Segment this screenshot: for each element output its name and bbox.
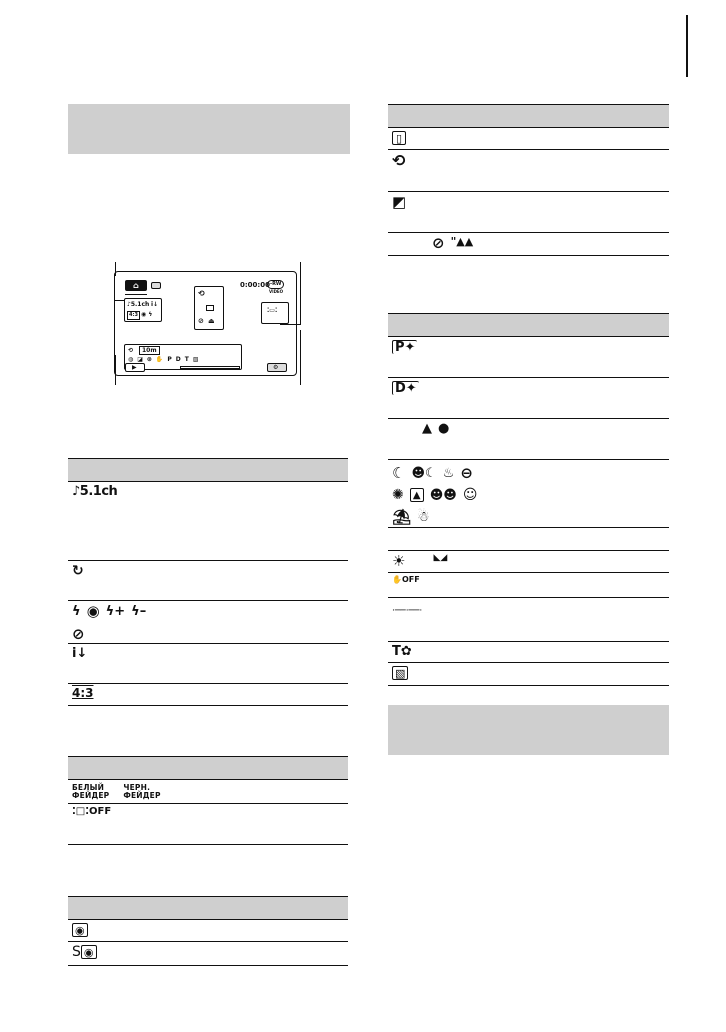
self-timer-icon: ↻ <box>72 563 84 579</box>
page-edge-rule <box>686 15 688 77</box>
landscape-icon: ▲ <box>410 488 424 502</box>
play-button <box>125 363 145 372</box>
leader-line <box>115 300 125 301</box>
spotlight-icon: ☺ <box>462 487 478 503</box>
audio-label: ♪5.1ch <box>127 301 150 308</box>
home-button <box>125 280 147 291</box>
exposure-bar-icon: ·──·──· <box>392 606 423 616</box>
timer-label: 10m <box>139 346 160 355</box>
memory-stick-icon: ◩ <box>392 193 407 211</box>
table-row <box>388 128 669 150</box>
table-row <box>388 150 669 192</box>
spot-prefix: S <box>72 944 81 960</box>
scene-icons-line-2 <box>392 485 669 505</box>
candle-icon: ♨ <box>442 465 455 481</box>
flash-off-icon: ⊘ <box>72 624 85 643</box>
white-fader-line2: ФЕЙДЕР <box>72 791 110 800</box>
sunrise-sunset-icon: ⊖ <box>460 463 473 482</box>
steady-shot-off-icon: ✋OFF <box>392 575 420 584</box>
digital-effect-icon: D✦ <box>392 381 419 395</box>
picture-effect-icon: P✦ <box>392 340 417 354</box>
no-record-icon: ⊘ <box>432 234 445 252</box>
mic-level: i↓ <box>151 301 159 308</box>
spot-meter-icon: ◣◢ <box>433 553 448 563</box>
flash-off-line <box>72 624 348 643</box>
eject-icon: ⏏ <box>208 317 215 325</box>
right-info-box <box>261 302 289 324</box>
flash-minus-icon: ϟ– <box>131 604 147 619</box>
leader-line <box>115 262 116 276</box>
table-row <box>388 460 669 528</box>
fader-off-icon: ⁚□⁚OFF <box>72 806 112 817</box>
table-row <box>388 528 669 551</box>
right-table-1 <box>388 104 669 256</box>
backlight-icon: ◉ <box>72 923 88 937</box>
black-fader-label <box>123 784 160 800</box>
table-row <box>388 573 669 598</box>
table-row <box>388 419 669 460</box>
portrait-icon: ☻☻ <box>429 487 457 503</box>
white-balance-icon: ☀ <box>392 552 406 570</box>
lcd-screen-diagram <box>114 271 297 376</box>
left-table-3 <box>68 896 348 966</box>
flash-plus-icon: ϟ+ <box>105 604 126 619</box>
left-info-box <box>124 298 162 322</box>
tele-macro-icon: T✿ <box>392 644 412 659</box>
leader-line <box>115 355 116 385</box>
white-fader-line1: БЕЛЫЙ <box>72 783 105 792</box>
table-header <box>388 313 669 337</box>
music-5-1ch-icon: ♪5.1ch <box>72 484 118 499</box>
table-row <box>388 642 669 663</box>
mic-level-low-icon: i↓ <box>72 646 88 661</box>
black-fader-line1: ЧЕРН. <box>123 783 151 792</box>
table-row <box>68 920 348 942</box>
flash-icons-line <box>72 604 348 619</box>
remaining-battery-icon: ▯ <box>392 131 406 145</box>
table-row <box>388 233 669 256</box>
table-row <box>68 780 348 804</box>
aspect-label: 4:3 <box>129 312 138 318</box>
repeat-play-icon: ⟲ <box>392 151 406 170</box>
table-row <box>68 482 348 561</box>
leader-line <box>300 262 301 324</box>
left-table-2 <box>68 756 348 845</box>
table-row <box>68 942 348 966</box>
table-row <box>388 192 669 233</box>
slideshow-icon <box>206 305 214 311</box>
night-portrait-icon: ☻☾ <box>411 465 437 481</box>
memory-card-icon <box>151 282 161 289</box>
function-icons-row: ◍◪⊛✋PDT▧ <box>128 356 203 363</box>
scene-icons-line-3 <box>392 507 669 527</box>
spot-backlight-icon: ◉ <box>81 945 97 959</box>
table-header <box>68 896 348 920</box>
landscape-icon: ▲ <box>422 421 432 436</box>
beach-icon: ⛱ <box>392 507 412 526</box>
table-row <box>388 337 669 378</box>
table-row <box>388 598 669 642</box>
white-fader-label <box>72 784 109 800</box>
center-info-box <box>194 286 224 330</box>
table-row <box>388 663 669 686</box>
self-timer-icon: ⟲ <box>128 347 134 354</box>
table-header <box>388 104 669 128</box>
film-icon: ⊘ <box>198 317 204 325</box>
zebra-icon: ▧ <box>392 666 408 680</box>
night-icon: ☾ <box>392 463 406 482</box>
table-row <box>68 644 348 684</box>
exposure-bar <box>180 366 240 369</box>
fader-off-icon: ⁚▭⁚ <box>267 307 278 314</box>
repeat-icon: ⟲ <box>198 289 205 298</box>
table-header <box>68 756 348 780</box>
divider <box>125 294 147 295</box>
media-sub: VIDEO <box>269 289 284 294</box>
red-eye-icon: ◉ <box>86 602 100 620</box>
black-fader-line2: ФЕЙДЕР <box>123 791 161 800</box>
right-table-2 <box>388 313 669 686</box>
play-icon: ▶ <box>132 364 137 371</box>
table-row <box>68 601 348 644</box>
table-row <box>388 551 669 573</box>
media-badge: -RW <box>267 280 284 289</box>
leader-line <box>280 324 301 325</box>
scene-icons-line-1 <box>392 463 669 483</box>
flash-label: ◉ ϟ <box>141 311 153 318</box>
flash-icon: ϟ <box>72 604 81 619</box>
portrait-icon: ● <box>438 421 450 436</box>
aspect-4-3-icon: 4:3 <box>72 686 94 700</box>
table-header <box>68 458 348 482</box>
leader-line <box>300 330 301 385</box>
table-row <box>388 378 669 419</box>
section-header-box <box>68 104 350 154</box>
table-row <box>68 804 348 845</box>
option-icon: ⚙ <box>273 364 279 371</box>
table-row <box>68 561 348 601</box>
timecode: 0:00:00 <box>240 281 270 289</box>
section-header-box <box>388 705 669 755</box>
table-row <box>68 684 348 706</box>
snow-icon: ☃ <box>417 509 430 525</box>
fireworks-icon: ✺ <box>392 487 404 503</box>
left-table-1 <box>68 458 348 706</box>
option-button <box>267 363 287 372</box>
home-icon: ⌂ <box>133 281 139 290</box>
warning-icon: "▲▲ <box>450 235 474 248</box>
